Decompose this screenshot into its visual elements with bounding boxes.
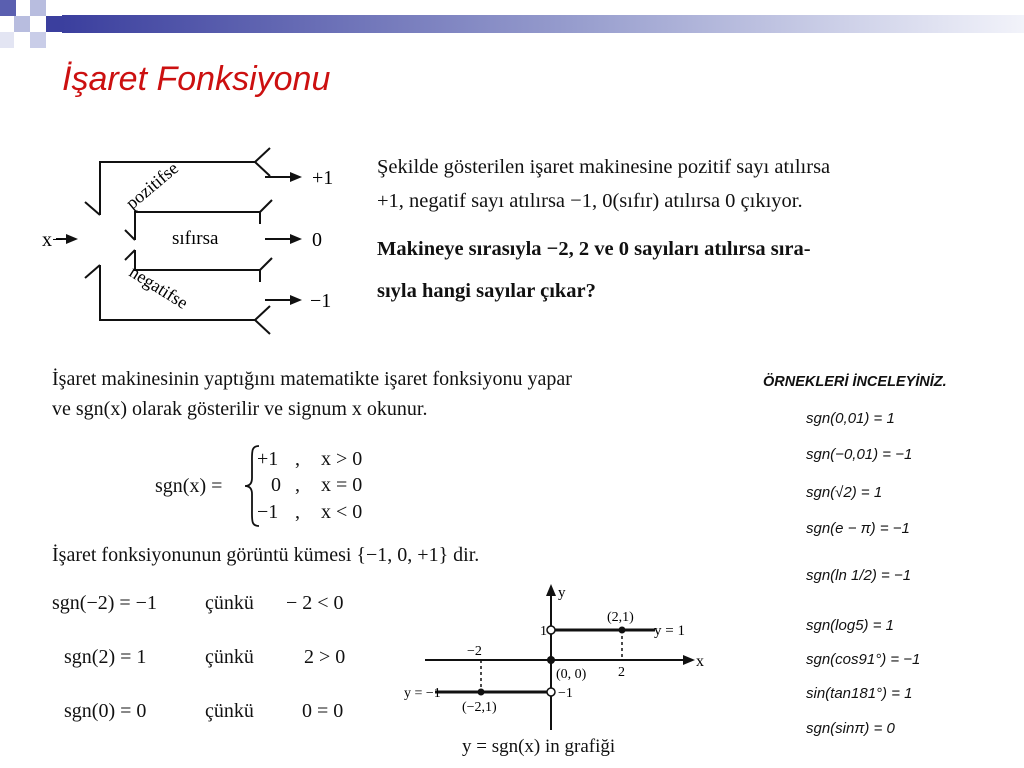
- example-item: sgn(0,01) = 1: [806, 410, 895, 427]
- y-axis-arrow: [546, 584, 556, 596]
- machine-question: [377, 228, 811, 312]
- case-value: 0: [271, 474, 281, 496]
- slide-title: İşaret Fonksiyonu: [62, 60, 331, 98]
- evaluation-expr: sgn(2) = 1: [64, 646, 147, 668]
- y-tick-1-label: 1: [540, 624, 547, 639]
- description-line: +1, negatif sayı atılırsa −1, 0(sıfır) atılırsa 0 çıkıyor.: [377, 190, 803, 212]
- range-text: İşaret fonksiyonunun görüntü kümesi {−1, 0, +1} dir.: [52, 544, 480, 566]
- case-sep: ,: [295, 448, 300, 470]
- open-point-pos: [547, 626, 555, 634]
- origin-label: (0, 0): [556, 667, 587, 682]
- branch-positive-label: pozitifse: [121, 157, 183, 214]
- example-item: sin(tan181°) = 1: [806, 685, 913, 702]
- y-axis-label: y: [558, 585, 566, 601]
- neg-tick-label: −1: [558, 686, 573, 701]
- case-condition: x > 0: [321, 448, 363, 470]
- evaluation-because: çünkü: [205, 592, 254, 614]
- point-neg-label: (−2,1): [462, 700, 497, 715]
- evaluation-because: çünkü: [205, 700, 254, 722]
- example-item: sgn(−0,01) = −1: [806, 446, 913, 463]
- example-item: sgn(ln 1/2) = −1: [806, 567, 912, 584]
- question-line: sıyla hangi sayılar çıkar?: [377, 280, 596, 302]
- header-decoration: [0, 0, 1024, 60]
- machine-description: [377, 150, 977, 218]
- line-pos-label: y = 1: [654, 623, 685, 639]
- example-item: sgn(√2) = 1: [806, 484, 883, 501]
- case-condition: x = 0: [321, 474, 363, 496]
- output-zero-label: 0: [312, 229, 322, 251]
- output-positive-label: +1: [312, 167, 334, 189]
- neg-x-label: −2: [467, 644, 482, 659]
- point-pos-label: (2,1): [607, 610, 634, 625]
- example-item: sgn(cos91°) = −1: [806, 651, 921, 668]
- evaluation-reason: − 2 < 0: [286, 592, 344, 614]
- evaluation-expr: sgn(−2) = −1: [52, 592, 157, 614]
- definition-line: ve sgn(x) olarak gösterilir ve signum x okunur.: [52, 398, 428, 420]
- origin-point: [547, 656, 555, 664]
- case-value: +1: [257, 448, 279, 470]
- case-row: [257, 448, 362, 471]
- examples-title: ÖRNEKLERİ İNCELEYİNİZ.: [763, 374, 947, 390]
- description-line: Şekilde gösterilen işaret makinesine pozitif sayı atılırsa: [377, 156, 831, 178]
- open-point-neg: [547, 688, 555, 696]
- case-row: [257, 474, 362, 497]
- case-value: −1: [257, 501, 279, 523]
- line-neg-label: y = −1: [404, 686, 441, 701]
- x-axis-label: x: [696, 653, 704, 670]
- example-item: sgn(log5) = 1: [806, 617, 894, 634]
- case-row: [257, 501, 362, 524]
- example-item: sgn(e − π) = −1: [806, 520, 910, 537]
- branch-negative-label: negatifse: [125, 261, 192, 313]
- definition-line: İşaret makinesinin yaptığını matematikte işaret fonksiyonu yapar: [52, 368, 572, 390]
- pos-x-label: 2: [618, 665, 625, 680]
- output-negative-label: −1: [310, 290, 332, 312]
- evaluation-expr: sgn(0) = 0: [64, 700, 147, 722]
- machine-input-label: x−: [42, 229, 64, 251]
- evaluation-reason: 2 > 0: [304, 646, 346, 668]
- sgn-graph: [400, 580, 720, 735]
- evaluation-reason: 0 = 0: [302, 700, 344, 722]
- branch-zero-label: sıfırsa: [172, 228, 219, 249]
- case-condition: x < 0: [321, 501, 363, 523]
- sgn-definition-lhs: sgn(x) =: [155, 475, 223, 497]
- sign-machine-diagram: [40, 140, 350, 340]
- x-axis-arrow: [683, 655, 695, 665]
- question-line: Makineye sırasıyla −2, 2 ve 0 sayıları atılırsa sıra-: [377, 238, 811, 260]
- example-item: sgn(sinπ) = 0: [806, 720, 895, 737]
- case-sep: ,: [295, 474, 300, 496]
- graph-caption: y = sgn(x) in grafiği: [462, 736, 616, 757]
- case-sep: ,: [295, 501, 300, 523]
- evaluation-because: çünkü: [205, 646, 254, 668]
